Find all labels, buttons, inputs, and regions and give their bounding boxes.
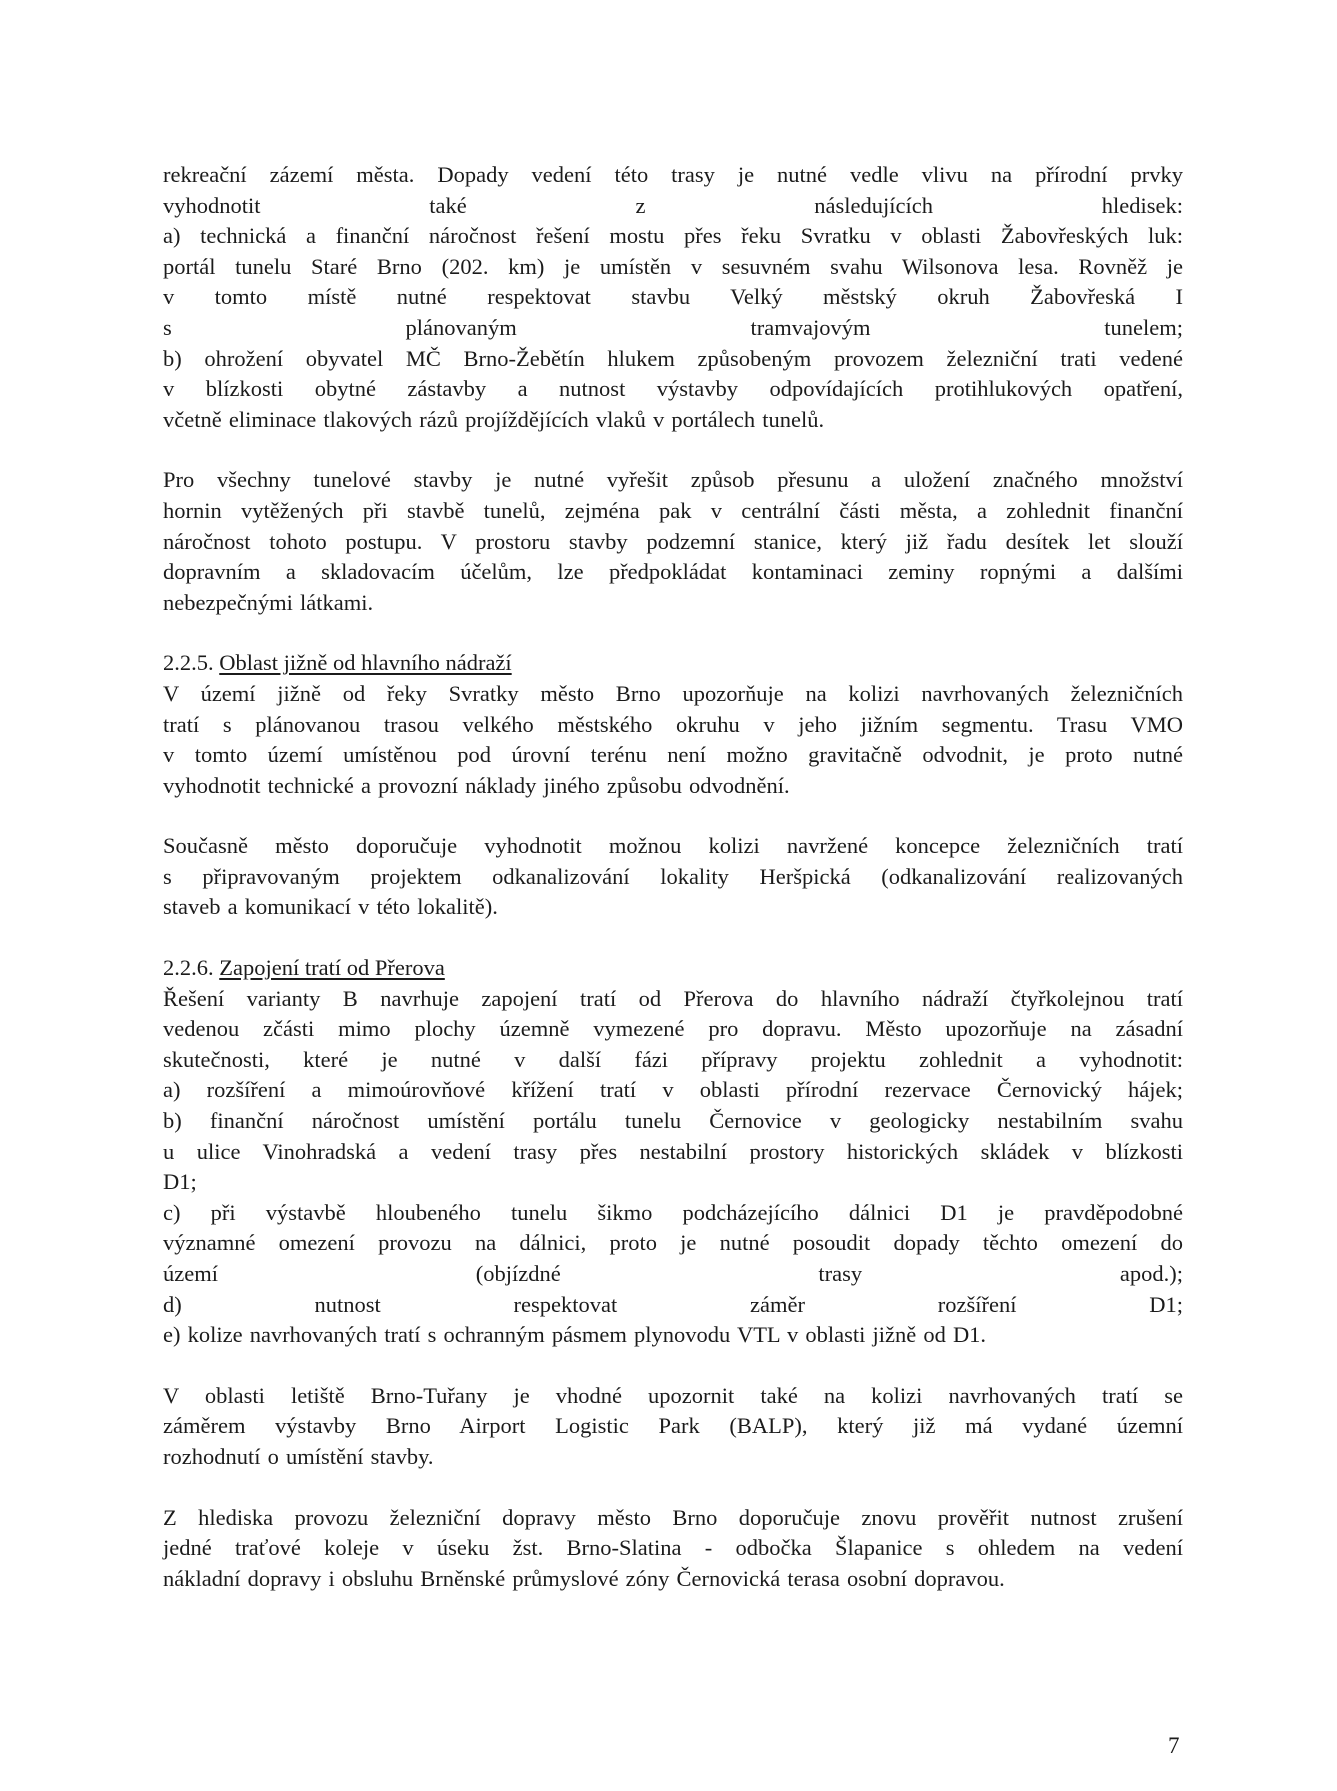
text-line: nákladní dopravy i obsluhu Brněnské průmyslové zóny Černovická terasa osobní dopravou. — [163, 1565, 1005, 1591]
text-line: dopravním a skladovacím účelům, lze předpokládat kontaminaci zeminy ropnými a dalšími — [163, 559, 1183, 585]
paragraph-gap — [163, 1351, 1183, 1381]
text-line: Současně město doporučuje vyhodnotit možnou kolizi navržené koncepce železničních tratí — [163, 833, 1183, 859]
text-line: d) nutnost respektovat záměr rozšíření D1; — [163, 1291, 1183, 1317]
paragraph-gap — [163, 801, 1183, 831]
section-title: Oblast jižně od hlavního nádraží — [219, 650, 512, 676]
document-page — [163, 160, 1183, 1594]
section-heading — [163, 953, 1183, 984]
text-line: V oblasti letiště Brno-Tuřany je vhodné upozornit také na kolizi navrhovaných tratí se — [163, 1382, 1183, 1408]
text-line: b) finanční náročnost umístění portálu tunelu Černovice v geologicky nestabilním svahu — [163, 1108, 1183, 1134]
paragraph — [163, 1381, 1183, 1473]
paragraph — [163, 160, 1183, 435]
text-line: území (objízdné trasy apod.); — [163, 1261, 1183, 1286]
text-line: jedné traťové koleje v úseku žst. Brno-Slatina - odbočka Šlapanice s ohledem na vedení — [163, 1535, 1183, 1561]
paragraph-gap — [163, 435, 1183, 465]
text-line: Z hlediska provozu železniční dopravy město Brno doporučuje znovu prověřit nutnost zrušení — [163, 1504, 1183, 1530]
paragraph-gap — [163, 618, 1183, 648]
text-line: Pro všechny tunelové stavby je nutné vyřešit způsob přesunu a uložení značného množství — [163, 467, 1183, 493]
text-line: portál tunelu Staré Brno (202. km) je umístěn v sesuvném svahu Wilsonova lesa. Rovněž je — [163, 253, 1183, 279]
text-line: b) ohrožení obyvatel MČ Brno-Žebětín hlukem způsobeným provozem železniční trati vedené — [163, 345, 1183, 371]
text-line: D1; — [163, 1169, 197, 1195]
text-line: záměrem výstavby Brno Airport Logistic Park (BALP), který již má vydané územní — [163, 1413, 1183, 1439]
paragraph-gap — [163, 923, 1183, 953]
text-line: s plánovaným tramvajovým tunelem; — [163, 314, 1183, 340]
text-line: a) rozšíření a mimoúrovňové křížení tratí v oblasti přírodní rezervace Černovický hájek; — [163, 1077, 1183, 1103]
text-line: Řešení varianty B navrhuje zapojení tratí od Přerova do hlavního nádraží čtyřkolejnou tratí — [163, 985, 1183, 1011]
text-line: staveb a komunikací v této lokalitě). — [163, 894, 498, 920]
paragraph — [163, 1503, 1183, 1595]
text-line: nebezpečnými látkami. — [163, 589, 374, 615]
text-line: skutečnosti, které je nutné v další fázi přípravy projektu zohlednit a vyhodnotit: — [163, 1046, 1183, 1072]
section-title: Zapojení tratí od Přerova — [219, 955, 445, 981]
text-line: a) technická a finanční náročnost řešení mostu přes řeku Svratku v oblasti Žabovřeských luk: — [163, 223, 1183, 249]
section-number: 2.2.6. — [163, 955, 214, 981]
text-line: hornin vytěžených při stavbě tunelů, zejména pak v centrální části města, a zohlednit finanční — [163, 497, 1183, 523]
paragraph — [163, 465, 1183, 618]
text-line: vyhodnotit technické a provozní náklady jiného způsobu odvodnění. — [163, 772, 790, 798]
text-line: v blízkosti obytné zástavby a nutnost výstavby odpovídajících protihlukových opatření, — [163, 376, 1183, 402]
text-line: e) kolize navrhovaných tratí s ochranným pásmem plynovodu VTL v oblasti jižně od D1. — [163, 1322, 987, 1348]
paragraph-gap — [163, 1473, 1183, 1503]
text-line: v tomto území umístěnou pod úrovní terénu není možno gravitačně odvodnit, je proto nutné — [163, 742, 1183, 768]
section-heading — [163, 648, 1183, 679]
text-line: s připravovaným projektem odkanalizování lokality Heršpická (odkanalizování realizovaných — [163, 863, 1183, 889]
text-line: významné omezení provozu na dálnici, proto je nutné posoudit dopady těchto omezení do — [163, 1230, 1183, 1256]
paragraph — [163, 831, 1183, 923]
section-number: 2.2.5. — [163, 650, 214, 676]
text-line: rozhodnutí o umístění stavby. — [163, 1443, 434, 1469]
text-line: náročnost tohoto postupu. V prostoru stavby podzemní stanice, který již řadu desítek let slouží — [163, 528, 1183, 554]
text-line: včetně eliminace tlakových rázů projíždějících vlaků v portálech tunelů. — [163, 406, 825, 432]
text-line: tratí s plánovanou trasou velkého městského okruhu v jeho jižním segmentu. Trasu VMO — [163, 711, 1183, 737]
text-line: vyhodnotit také z následujících hledisek: — [163, 192, 1183, 218]
page-number: 7 — [1168, 1733, 1180, 1758]
text-line: V území jižně od řeky Svratky město Brno upozorňuje na kolizi navrhovaných železničních — [163, 680, 1183, 706]
text-line: c) při výstavbě hloubeného tunelu šikmo podcházejícího dálnici D1 je pravděpodobné — [163, 1199, 1183, 1225]
text-line: u ulice Vinohradská a vedení trasy přes nestabilní prostory historických skládek v blízkosti — [163, 1138, 1183, 1164]
section-body — [163, 984, 1183, 1351]
text-line: v tomto místě nutné respektovat stavbu Velký městský okruh Žabovřeská I — [163, 284, 1183, 310]
text-line: vedenou zčásti mimo plochy územně vymezené pro dopravu. Město upozorňuje na zásadní — [163, 1016, 1183, 1042]
section-body — [163, 679, 1183, 801]
text-line: rekreační zázemí města. Dopady vedení této trasy je nutné vedle vlivu na přírodní prvky — [163, 162, 1183, 187]
